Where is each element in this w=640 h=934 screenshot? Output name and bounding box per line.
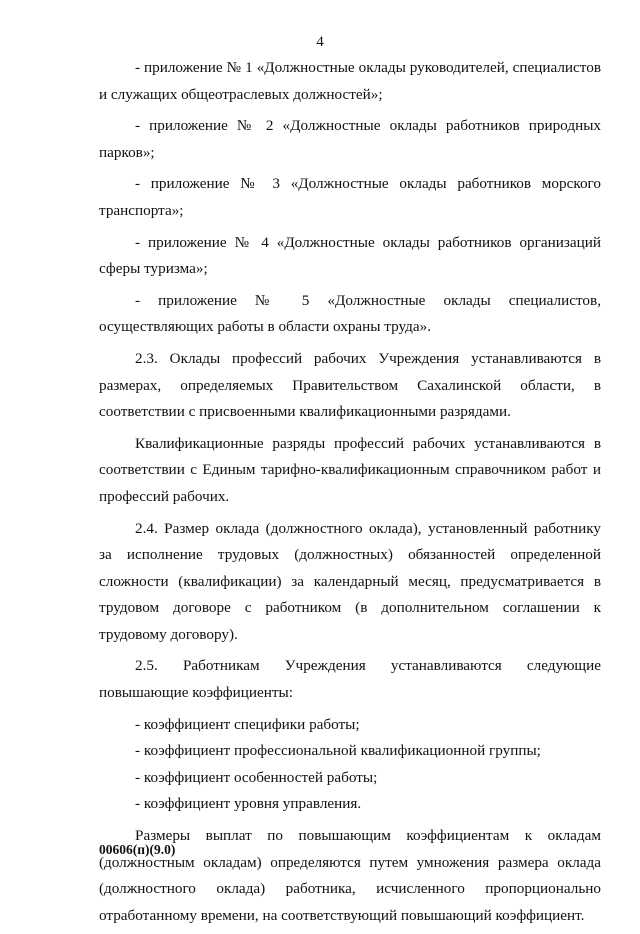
list-item: - коэффициент особенностей работы; [135, 768, 378, 786]
paragraph-appendix-5: - приложение № 5 «Должностные оклады специалистов, осуществляющих работы в области охраны труда». [99, 291, 601, 336]
paragraph-appendix-4: - приложение № 4 «Должностные оклады работников организаций сферы туризма»; [99, 233, 601, 278]
list-item: - коэффициент специфики работы; [135, 715, 360, 733]
paragraph-2-3: 2.3. Оклады профессий рабочих Учреждения устанавливаются в размерах, определяемых Правительством Сахалинской области, в соответствии с присвоенными квалификационными разрядами. [99, 349, 601, 421]
document-body [99, 55, 601, 934]
paragraph-payment-amounts: Размеры выплат по повышающим коэффициентам к окладам (должностным окладам) определяются путем умножения размера оклада (должностного оклада) работника, исчисленного пропорционально отработанному времени, на соответствующий повышающий коэффициент. [99, 827, 601, 924]
document-code: 00606(п)(9.0) [99, 842, 176, 857]
paragraph-2-5: 2.5. Работникам Учреждения устанавливаются следующие повышающие коэффициенты: [99, 657, 601, 702]
paragraph-qualification-grades: Квалификационные разряды профессий рабочих устанавливаются в соответствии с Единым тарифно-квалификационным справочником работ и профессий рабочих. [99, 434, 601, 505]
list-item: - коэффициент профессиональной квалификационной группы; [135, 742, 541, 760]
paragraph-appendix-3: - приложение № 3 «Должностные оклады работников морского транспорта»; [99, 175, 601, 219]
page-number: 4 [316, 34, 324, 50]
coefficient-list [99, 712, 601, 818]
paragraph-2-4: 2.4. Размер оклада (должностного оклада), установленный работнику за исполнение трудовых (должностных) обязанностей определенной сложности (квалификации) за календарный месяц, предусматривается в трудовом договоре с работником (в дополнительном соглашении к трудовому договору). [99, 519, 601, 643]
list-item: - коэффициент уровня управления. [135, 795, 362, 813]
paragraph-appendix-2: - приложение № 2 «Должностные оклады работников природных парков»; [99, 117, 601, 161]
paragraph-appendix-1: - приложение № 1 «Должностные оклады руководителей, специалистов и служащих общеотраслевых должностей»; [99, 59, 601, 103]
